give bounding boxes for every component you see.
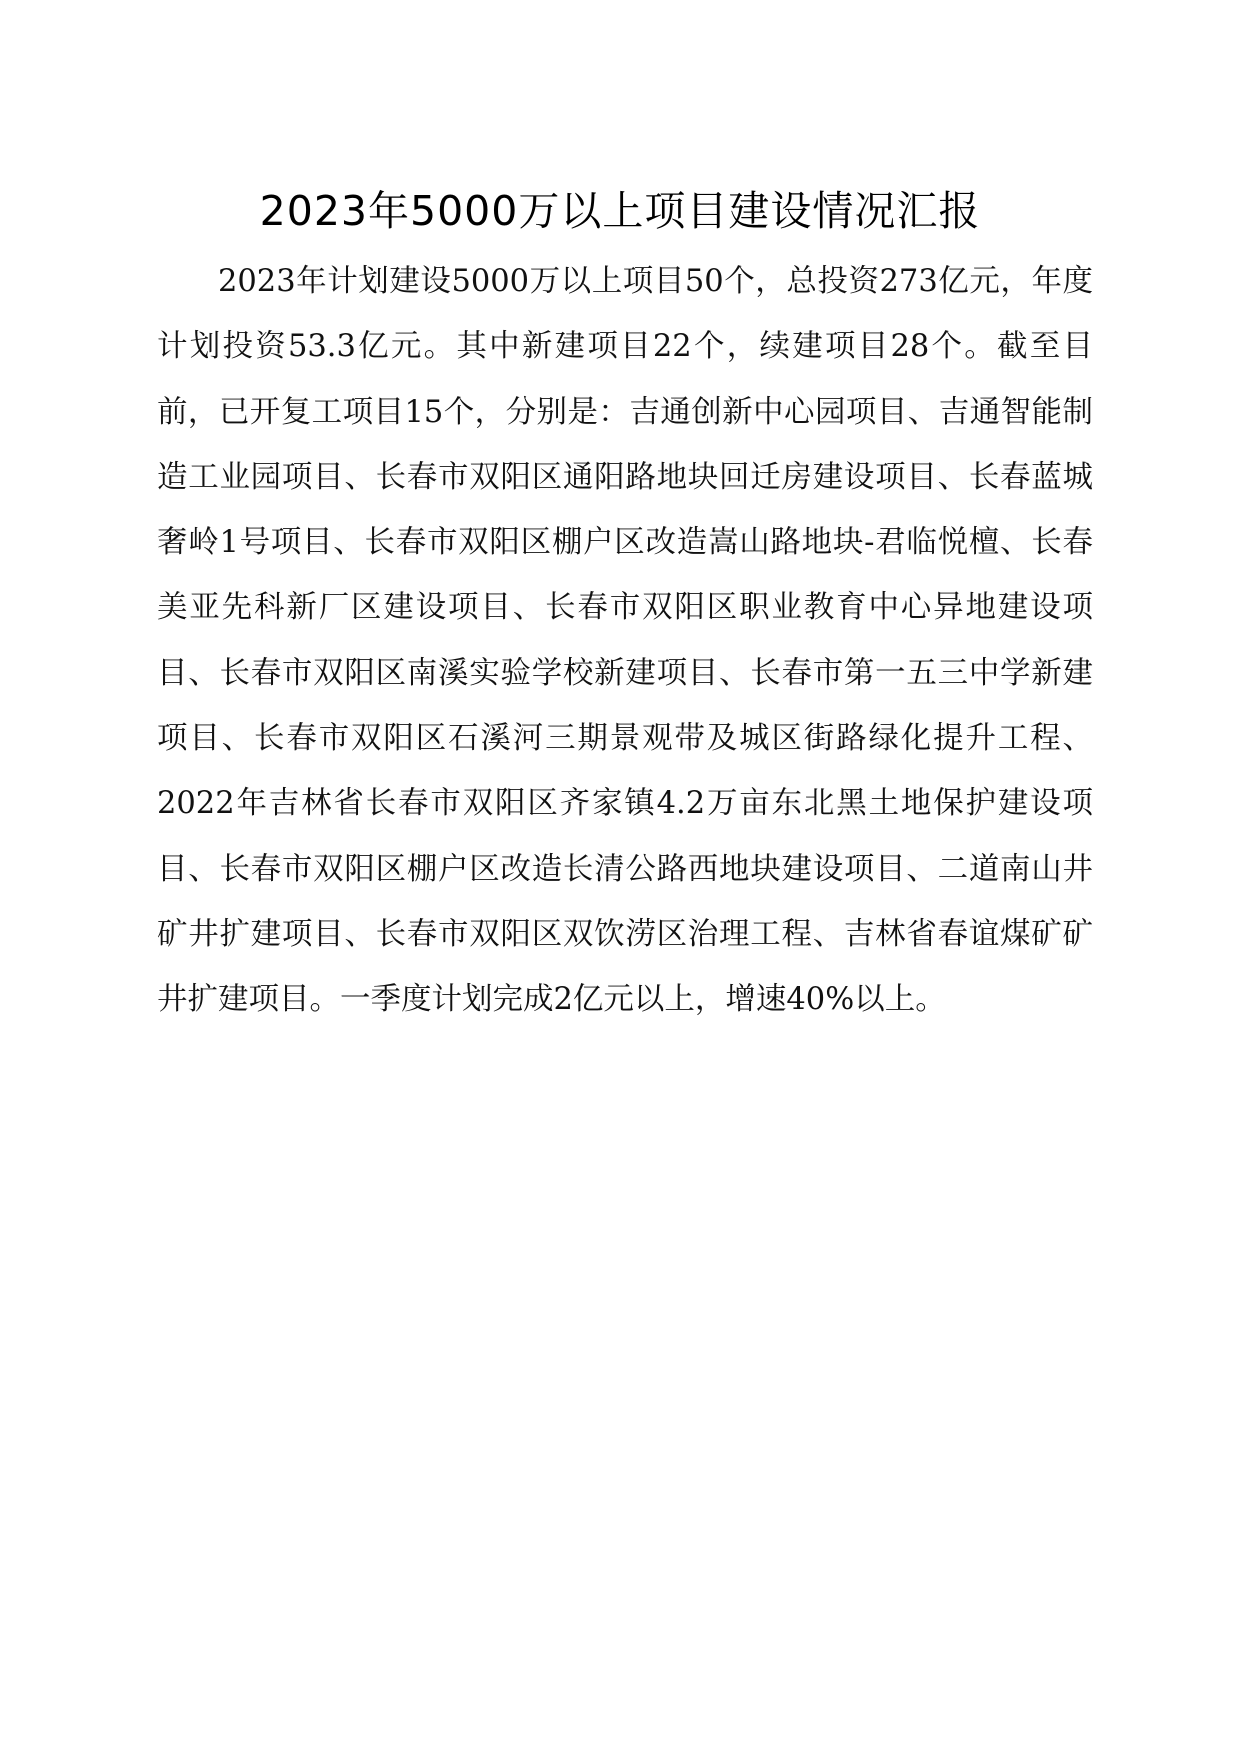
document-title: 2023年5000万以上项目建设情况汇报 xyxy=(259,187,981,235)
document-body-paragraph: 2023年计划建设5000万以上项目50个，总投资273亿元，年度计划投资53.3亿元。其中新建项目22个，续建项目28个。截至目前，已开复工项目15个，分别是：吉通创新中心园项目、吉通智能制造工业园项目、长春市双阳区通阳路地块回迁房建设项目、长春蓝城奢岭1号项目、长春市双阳区棚户区改造嵩山路地块-君临悦檀、长春美亚先科新厂区建设项目、长春市双阳区职业教育中心异地建设项目、长春市双阳区南溪实验学校新建项目、长春市第一五三中学新建项目、长春市双阳区石溪河三期景观带及城区街路绿化提升工程、2022年吉林省长春市双阳区齐家镇4.2万亩东北黑土地保护建设项目、长春市双阳区棚户区改造长清公路西地块建设项目、二道南山井矿井扩建项目、长春市双阳区双饮涝区治理工程、吉林省春谊煤矿矿井扩建项目。一季度计划完成2亿元以上，增速40%以上。 xyxy=(157,264,1093,1018)
